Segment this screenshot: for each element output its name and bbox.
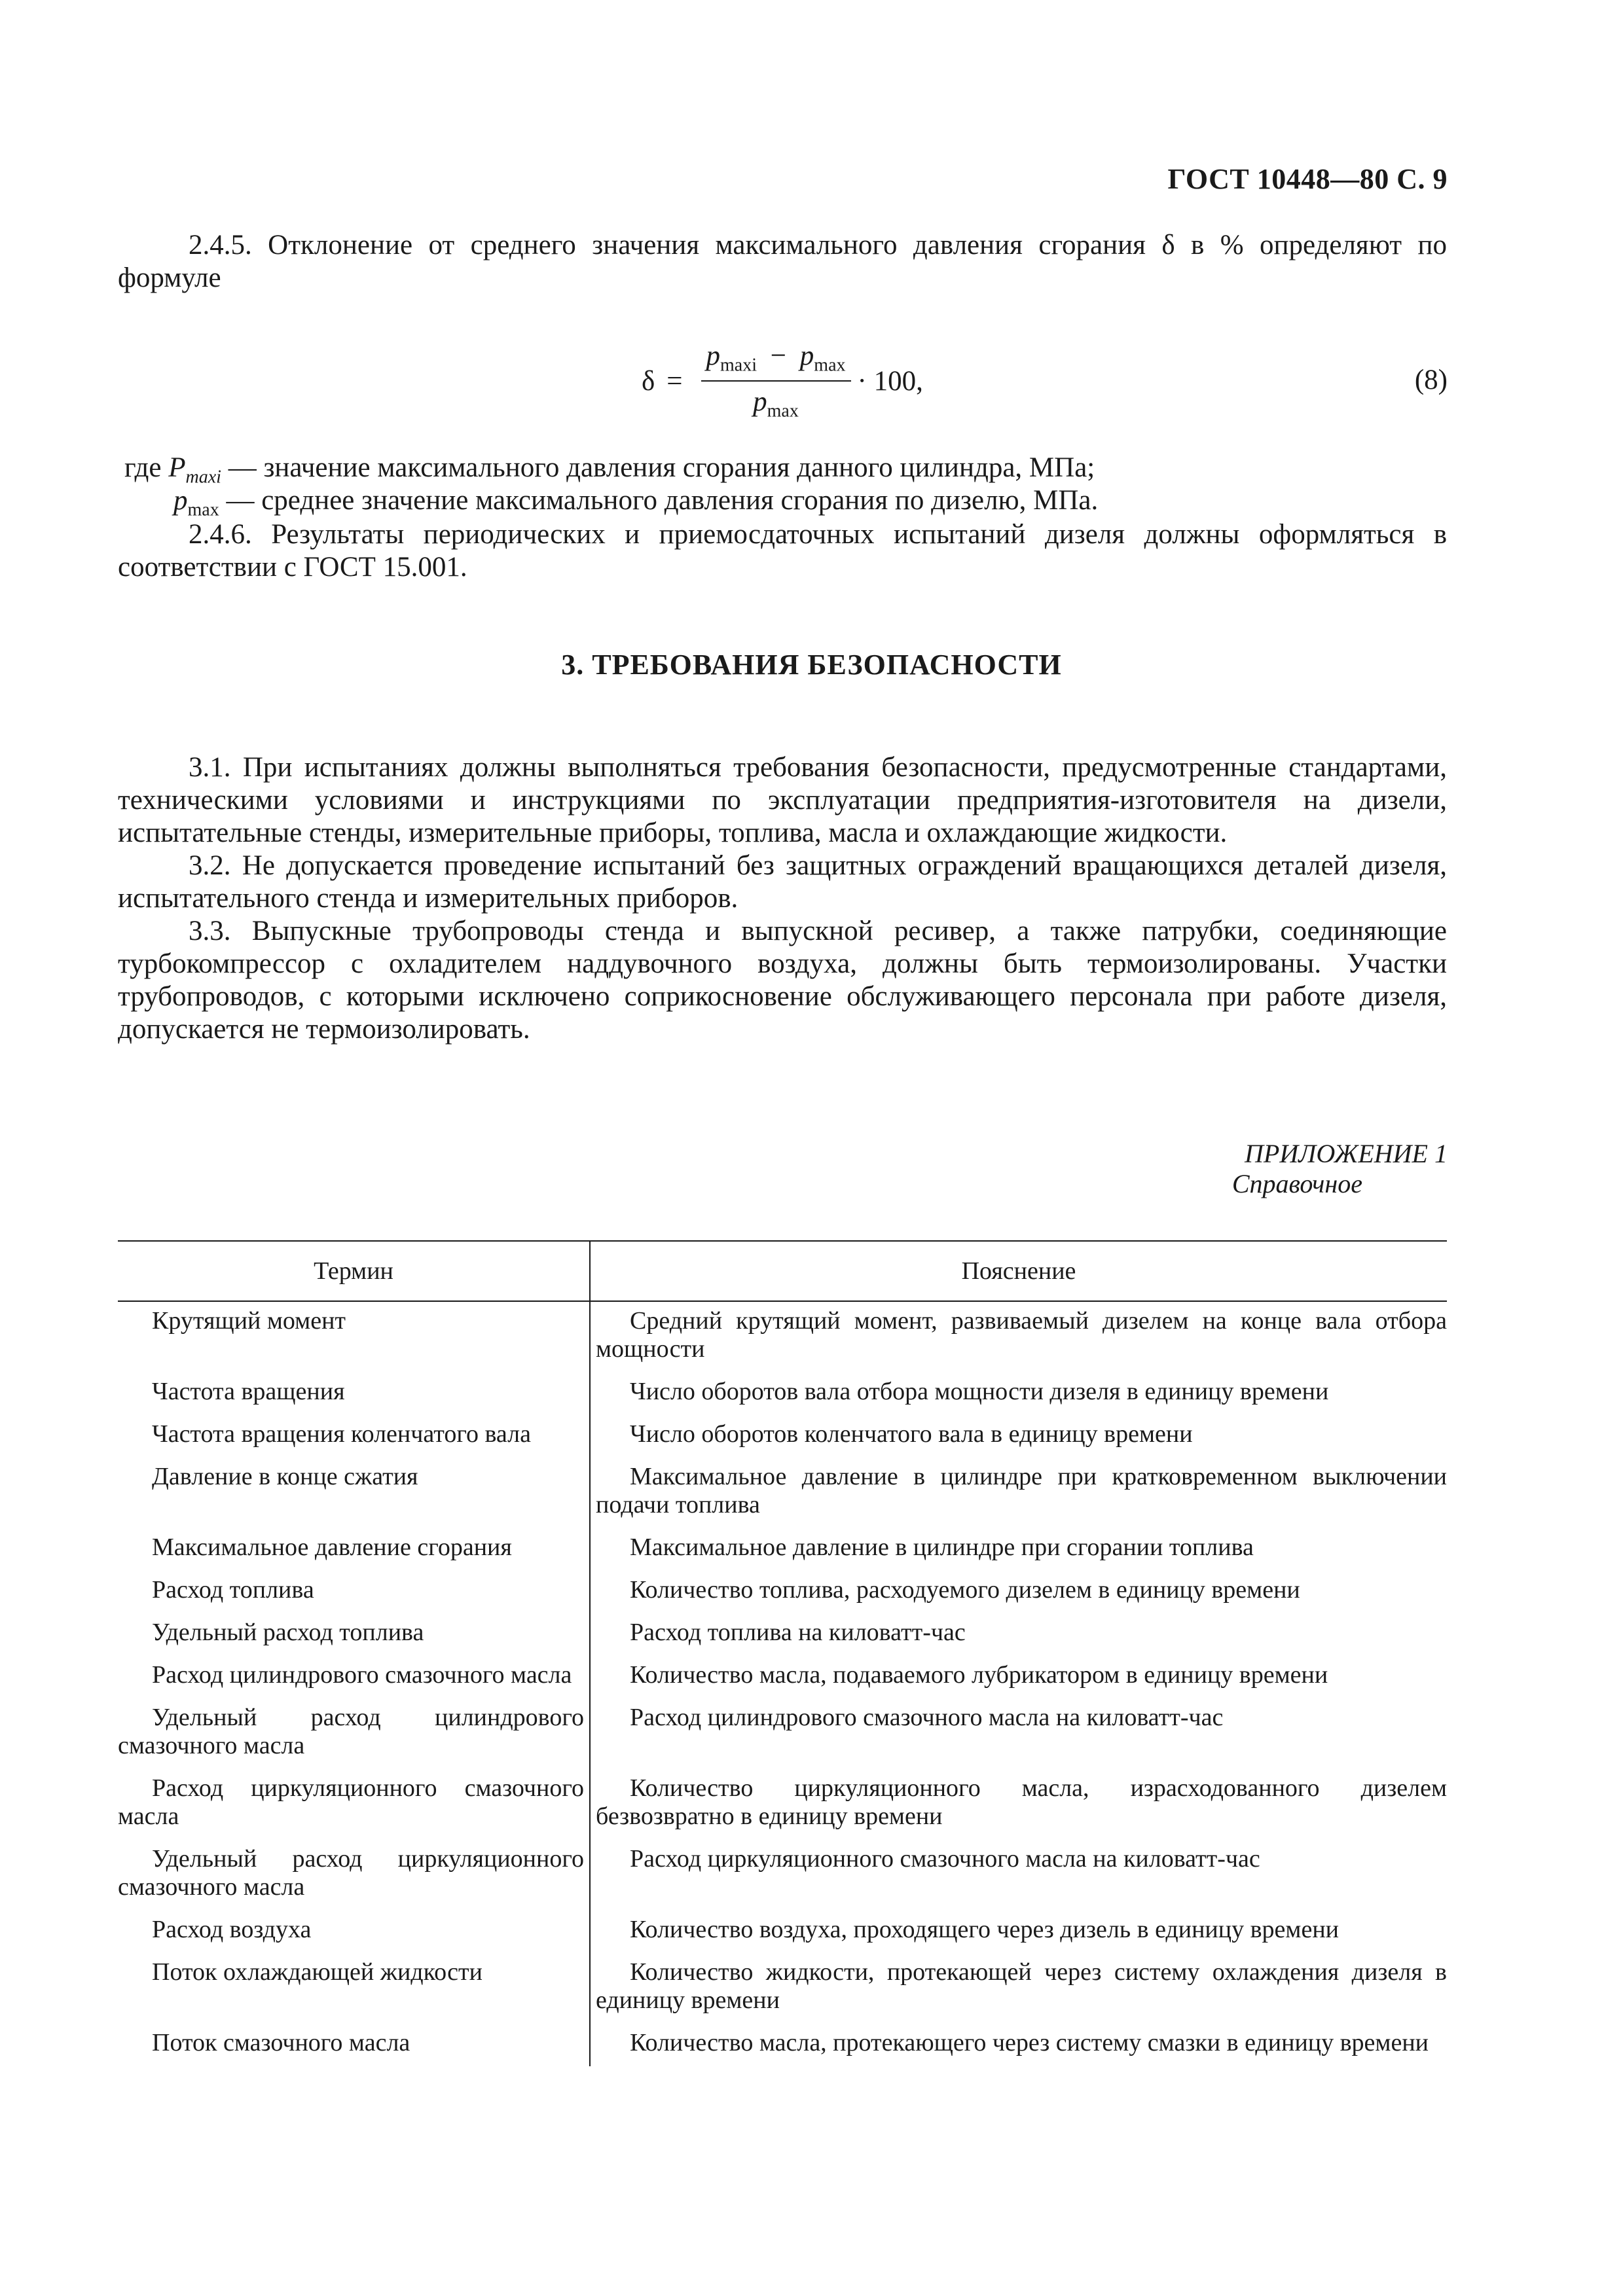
table-row <box>118 1613 1447 1656</box>
formula-fraction <box>701 340 851 422</box>
explanation-cell: Количество масла, протекающего через систему смазки в единицу времени <box>630 2029 1429 2056</box>
appendix-heading <box>1232 1139 1448 1199</box>
explanation-cell: Средний крутящий момент, развиваемый дизелем на конце вала отбора мощности <box>596 1307 1447 1363</box>
term-cell: Частота вращения коленчатого вала <box>118 1415 590 1458</box>
explanation-cell: Расход цилиндрового смазочного масла на киловатт-час <box>630 1704 1224 1731</box>
explanation-cell: Максимальное давление в цилиндре при сгорании топлива <box>630 1534 1254 1561</box>
term-cell: Поток смазочного масла <box>118 2024 590 2066</box>
section-title: 3. ТРЕБОВАНИЯ БЕЗОПАСНОСТИ <box>561 649 1062 681</box>
term-cell: Крутящий момент <box>118 1301 590 1372</box>
table-row <box>118 1415 1447 1458</box>
table-row <box>118 1910 1447 1953</box>
paragraph-3-1: 3.1. При испытаниях должны выполняться требования безопасности, предусмотренные стандартами, техническими условиями и инструкциями по эксплуатации предприятия-изготовителя на дизели, испытательные стенды, измерительные приборы, топлива, масла и охлаждающие жидкости. <box>118 752 1447 848</box>
term-cell: Расход цилиндрового смазочного масла <box>118 1656 590 1698</box>
formula-8 <box>642 342 923 420</box>
table-row <box>118 1458 1447 1528</box>
appendix-subtitle: Справочное <box>1231 1169 1362 1198</box>
appendix-title: ПРИЛОЖЕНИЕ 1 <box>1245 1139 1448 1168</box>
explanation-cell: Количество циркуляционного масла, израсходованного дизелем безвозвратно в единицу времени <box>596 1774 1447 1830</box>
term-cell: Удельный расход топлива <box>118 1613 590 1656</box>
paragraph-2-4-6: 2.4.6. Результаты периодических и приемосдаточных испытаний дизеля должны оформляться в соответствии с ГОСТ 15.001. <box>118 519 1447 583</box>
table-row <box>118 1840 1447 1910</box>
explanation-cell: Количество жидкости, протекающей через систему охлаждения дизеля в единицу времени <box>596 1958 1447 2014</box>
paragraph-3-3: 3.3. Выпускные трубопроводы стенда и выпускной ресивер, а также патрубки, соединяющие турбокомпрессор с охладителем наддувочного воздуха, должны быть термоизолированы. Участки трубопроводов, с которыми исключено соприкосновение обслуживающего персонала при работе дизеля, допускается не термоизолировать. <box>118 916 1447 1045</box>
term-cell: Удельный расход цилиндрового смазочного масла <box>118 1698 590 1769</box>
term-cell: Давление в конце сжатия <box>118 1458 590 1528</box>
term-cell: Удельный расход циркуляционного смазочного масла <box>118 1840 590 1910</box>
table-row <box>118 1698 1447 1769</box>
table-row <box>118 2024 1447 2066</box>
paragraph-3-2: 3.2. Не допускается проведение испытаний без защитных ограждений вращающихся деталей дизеля, испытательного стенда и измерительных приборов. <box>118 850 1447 914</box>
column-header-term: Термин <box>118 1241 590 1301</box>
explanation-cell: Максимальное давление в цилиндре при кратковременном выключении подачи топлива <box>596 1463 1447 1518</box>
table-row <box>118 1372 1447 1415</box>
table-row <box>118 1953 1447 2024</box>
page-header: ГОСТ 10448—80 С. 9 <box>1167 163 1448 195</box>
table-row <box>118 1301 1447 1372</box>
formula-lhs: δ <box>642 365 655 397</box>
term-cell: Расход циркуляционного смазочного масла <box>118 1769 590 1840</box>
explanation-cell: Количество воздуха, проходящего через дизель в единицу времени <box>630 1916 1339 1943</box>
term-cell: Расход топлива <box>118 1571 590 1613</box>
explanation-cell: Количество масла, подаваемого лубрикатором в единицу времени <box>630 1661 1328 1689</box>
term-cell: Поток охлаждающей жидкости <box>118 1953 590 2024</box>
formula-tail: · 100, <box>857 365 923 397</box>
explanation-cell: Число оборотов вала отбора мощности дизеля в единицу времени <box>630 1378 1329 1405</box>
column-header-explanation: Пояснение <box>590 1241 1447 1301</box>
formula-numerator: $p_{maxi} - p_{max}$ <box>701 340 851 382</box>
explanation-cell: Количество топлива, расходуемого дизелем в единицу времени <box>630 1576 1300 1604</box>
where-line-1: где $P_{maxi}$ — значение максимального давления сгорания данного цилиндра, МПа; <box>124 452 1095 488</box>
term-cell: Расход воздуха <box>118 1910 590 1953</box>
term-cell: Максимальное давление сгорания <box>118 1528 590 1571</box>
term-cell: Частота вращения <box>118 1372 590 1415</box>
where-line-2: $p_{max}$ — среднее значение максимального давления сгорания по дизелю, МПа. <box>173 485 1099 520</box>
terms-table <box>118 1240 1447 2066</box>
table-row <box>118 1528 1447 1571</box>
paragraph-2-4-5: 2.4.5. Отклонение от среднего значения максимального давления сгорания δ в % определяют по формуле <box>118 230 1447 293</box>
table-row <box>118 1769 1447 1840</box>
table-header-row <box>118 1241 1447 1301</box>
explanation-cell: Расход циркуляционного смазочного масла на киловатт-час <box>630 1845 1260 1873</box>
table-row <box>118 1571 1447 1613</box>
equation-number: (8) <box>1414 365 1448 395</box>
explanation-cell: Число оборотов коленчатого вала в единицу времени <box>630 1420 1193 1448</box>
formula-denominator: $p_{max}$ <box>753 386 799 422</box>
formula-equals: = <box>666 365 683 397</box>
table-row <box>118 1656 1447 1698</box>
explanation-cell: Расход топлива на киловатт-час <box>630 1619 966 1646</box>
